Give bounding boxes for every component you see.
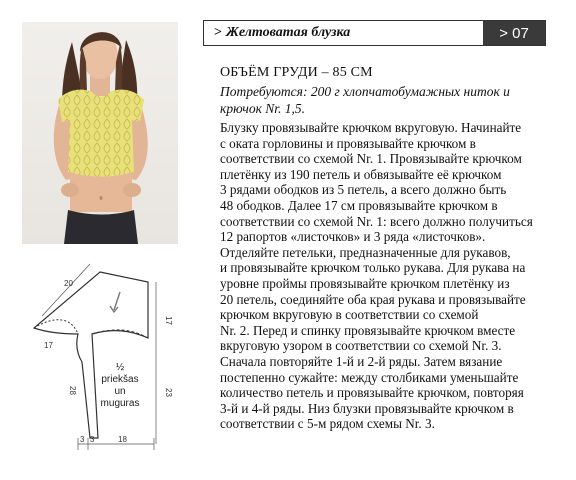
instruction-line: с оката горловины и провязывайте крючком в [220, 135, 476, 151]
dim-body: 23 [164, 388, 173, 397]
schematic-label-half: ½ [115, 362, 125, 373]
instruction-line: плетёнку из 190 петель и обвязывайте её крючком [220, 166, 502, 182]
instruction-line: Nr. 2. Перед и спинку провязывайте крючком вместе [220, 322, 516, 338]
pattern-header [203, 20, 546, 46]
instruction-line: количество петель и провязывайте крючком, повторяя [220, 385, 524, 401]
instruction-line: 3-й и 4-й ряды. Низ блузки провязывайте крючком в [220, 400, 514, 416]
instruction-line: 48 ободков. Далее 17 см провязывайте крючком в [220, 197, 498, 213]
instructions [220, 120, 550, 432]
instruction-line: соответствии со схемой Nr. 1. Провязывайте крючком [220, 151, 522, 167]
bust-size: ОБЪЁМ ГРУДИ – 85 СМ [220, 65, 373, 80]
dim-neck: 17 [44, 341, 53, 350]
pattern-title [204, 21, 483, 45]
instruction-line: постепенно сужайте: между столбиками уменьшайте [220, 369, 519, 385]
garment-outline [34, 272, 148, 438]
instruction-line: уровне проймы провязывайте крючком плетёнку из [220, 275, 510, 291]
materials [220, 84, 540, 117]
pattern-number: > 07 [483, 21, 545, 45]
instruction-line: Блузку провязывайте крючком вкруговую. Начинайте [220, 120, 522, 135]
instruction-line: Сначала повторяйте 1-й и 2-й ряды. Затем вязание [220, 353, 503, 369]
schematic-label-back: muguras [100, 398, 140, 409]
schematic-label-and: un [114, 386, 126, 397]
dim-shoulder: 20 [64, 279, 73, 288]
arrow-icon: > [214, 25, 222, 40]
dim-bottom-a: 3 [80, 435, 85, 444]
instruction-line: 20 петель, соединяйте оба края рукава и провязывайте [220, 291, 526, 307]
dim-bottom-b: 3 [90, 435, 95, 444]
dim-bottom: 18 [118, 435, 127, 444]
instruction-line: вкруговую узором в соответствии со схемой Nr. 3. [220, 338, 502, 354]
dim-armhole: 17 [164, 316, 173, 325]
pattern-title-text: Желтоватая блузка [225, 25, 351, 40]
instruction-line: и провязывайте крючком только рукава. Для рукава на [220, 260, 526, 276]
materials-line: Потребуются: 200 г хлопчатобумажных ниток и [220, 84, 510, 99]
instruction-line: 3 рядами ободков из 5 петель, а всего должно быть [220, 182, 507, 198]
dim-left: 28 [68, 386, 77, 395]
instruction-line: 12 рапортов «листочков» и 3 ряда «листочков». [220, 229, 486, 245]
instruction-line: крючком вкруговую в соответствии со схемой [220, 307, 479, 323]
instruction-line: соответствии с 5-м рядом схемы Nr. 3. [220, 416, 435, 432]
schematic-label-front: priekšas [101, 374, 139, 385]
model-photo [22, 22, 178, 244]
garment-schematic [30, 262, 200, 454]
instruction-line: Отделяйте петельки, предназначенные для рукавов, [220, 244, 511, 260]
materials-line: крючок Nr. 1,5. [220, 100, 306, 116]
shoulder-guide [42, 264, 90, 316]
instruction-line: соответствии со схемой Nr. 1: всего должно получиться [220, 213, 533, 229]
